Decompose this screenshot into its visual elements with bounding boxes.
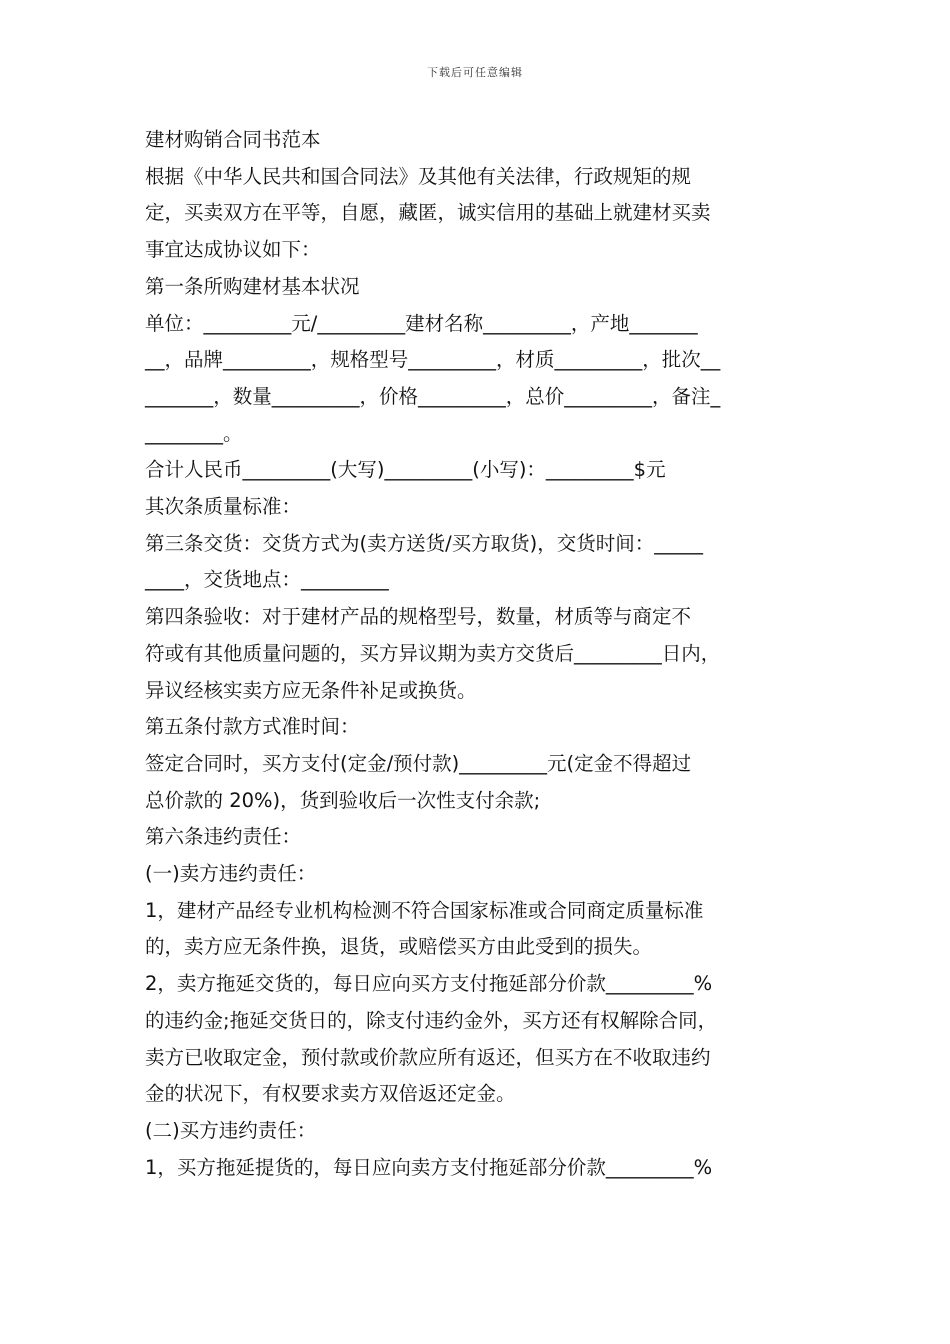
paragraph-line: 事宜达成协议如下：: [145, 238, 321, 262]
paragraph-line: 定，买卖双方在平等，自愿，藏匿，诚实信用的基础上就建材买卖: [145, 201, 711, 225]
paragraph-line: 单位：_________元/_________建材名称_________，产地_______: [145, 311, 698, 335]
paragraph-line: 根据《中华人民共和国合同法》及其他有关法律，行政规矩的规: [145, 164, 692, 188]
paragraph-line: 符或有其他质量问题的，买方异议期为卖方交货后_________日内，: [145, 641, 721, 665]
paragraph-line: 2，卖方拖延交货的，每日应向买方支付拖延部分价款_________%: [145, 972, 713, 996]
paragraph-line: 卖方已收取定金，预付款或价款应所有返还，但买方在不收取违约: [145, 1045, 711, 1069]
paragraph-line: 其次条质量标准：: [145, 495, 302, 519]
document-body: [145, 122, 810, 1186]
paragraph-line: __，品牌_________，规格型号_________，材质_________，批次__: [145, 348, 721, 372]
document-title: 建材购销合同书范本: [145, 128, 321, 151]
paragraph-line: 1，建材产品经专业机构检测不符合国家标准或合同商定质量标准: [145, 898, 704, 922]
paragraph-line: 第六条违约责任：: [145, 825, 302, 849]
paragraph-line: 金的状况下，有权要求卖方双倍返还定金。: [145, 1082, 516, 1106]
paragraph-line: 的违约金;拖延交货日的，除支付违约金外，买方还有权解除合同，: [145, 1008, 718, 1032]
page-header: 下载后可任意编辑: [427, 66, 523, 79]
paragraph-line: (一)卖方违约责任：: [145, 862, 317, 886]
paragraph-line: ____，交货地点：_________: [145, 568, 389, 592]
paragraph-line: 异议经核实卖方应无条件补足或换货。: [145, 678, 477, 702]
paragraph-line: 签定合同时，买方支付(定金/预付款)_________元(定金不得超过: [145, 751, 692, 775]
paragraph-line: 第三条交货：交货方式为(卖方送货/买方取货)，交货时间：_____: [145, 531, 704, 555]
paragraph-line: 的，卖方应无条件换，退货，或赔偿买方由此受到的损失。: [145, 935, 653, 959]
paragraph-line: 第五条付款方式准时间：: [145, 715, 360, 739]
paragraph-line: (二)买方违约责任：: [145, 1118, 317, 1142]
paragraph-line: 1，买方拖延提货的，每日应向卖方支付拖延部分价款_________%: [145, 1155, 713, 1179]
paragraph-line: 第一条所购建材基本状况: [145, 274, 360, 298]
paragraph-line: _______，数量_________，价格_________，总价_________，备注_: [145, 384, 721, 408]
paragraph-line: ________。: [145, 421, 243, 445]
paragraph-line: 合计人民币_________(大写)_________(小写)：_________$元: [145, 458, 666, 482]
paragraph-line: 第四条验收：对于建材产品的规格型号，数量，材质等与商定不: [145, 605, 692, 629]
paragraph-line: 总价款的 20%)，货到验收后一次性支付余款;: [145, 788, 541, 812]
